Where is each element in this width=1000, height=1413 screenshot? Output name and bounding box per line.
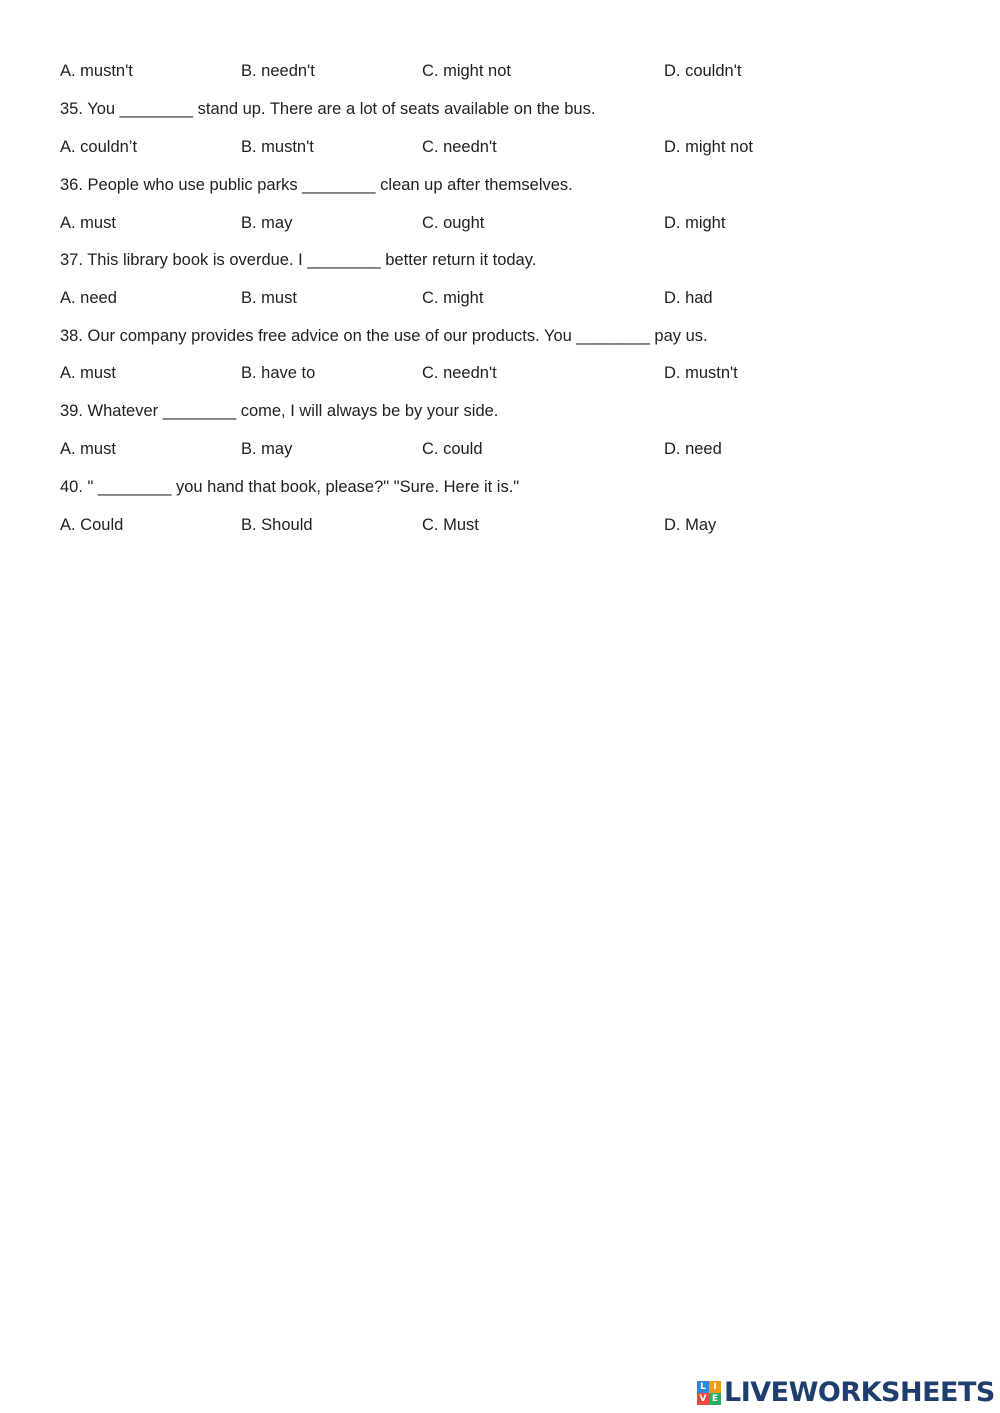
option-b[interactable]: B. may — [241, 440, 293, 458]
option-c[interactable]: C. Must — [422, 516, 479, 534]
option-b[interactable]: B. have to — [241, 364, 316, 382]
logo-mark-icon — [697, 1381, 721, 1405]
answer-options-row — [0, 213, 1000, 233]
option-c[interactable]: C. might not — [422, 62, 511, 80]
option-b[interactable]: B. needn't — [241, 62, 315, 80]
answer-options-row — [0, 61, 1000, 81]
option-a[interactable]: A. must — [60, 364, 116, 382]
question-38: 38. Our company provides free advice on the use of our products. You ________ pay us. — [60, 327, 708, 345]
option-d[interactable]: D. might — [664, 214, 726, 232]
option-d[interactable]: D. might not — [664, 138, 753, 156]
option-c[interactable]: C. needn't — [422, 138, 497, 156]
question-37: 37. This library book is overdue. I ________ better return it today. — [60, 251, 537, 269]
option-b[interactable]: B. must — [241, 289, 297, 307]
option-a[interactable]: A. must — [60, 214, 116, 232]
logo-mark-letter: V — [697, 1393, 709, 1405]
question-40: 40. " ________ you hand that book, please?" "Sure. Here it is." — [60, 478, 520, 496]
answer-options-row — [0, 515, 1000, 535]
question-39: 39. Whatever ________ come, I will always be by your side. — [60, 402, 499, 420]
option-a[interactable]: A. need — [60, 289, 117, 307]
option-c[interactable]: C. could — [422, 440, 483, 458]
option-c[interactable]: C. ought — [422, 214, 485, 232]
answer-options-row — [0, 137, 1000, 157]
option-a[interactable]: A. couldn’t — [60, 138, 138, 156]
logo-mark-letter: E — [709, 1393, 721, 1405]
option-d[interactable]: D. mustn't — [664, 364, 738, 382]
logo-mark-letter: I — [709, 1381, 721, 1393]
liveworksheets-logo — [697, 1378, 995, 1408]
option-d[interactable]: D. had — [664, 289, 713, 307]
answer-options-row — [0, 363, 1000, 383]
answer-options-row — [0, 288, 1000, 308]
logo-text: LIVEWORKSHEETS — [724, 1377, 995, 1408]
option-b[interactable]: B. may — [241, 214, 293, 232]
option-d[interactable]: D. need — [664, 440, 722, 458]
option-a[interactable]: A. must — [60, 440, 116, 458]
option-c[interactable]: C. might — [422, 289, 484, 307]
logo-mark-letter: L — [697, 1381, 709, 1393]
option-a[interactable]: A. mustn't — [60, 62, 133, 80]
question-36: 36. People who use public parks ________ clean up after themselves. — [60, 176, 573, 194]
option-b[interactable]: B. mustn't — [241, 138, 314, 156]
option-d[interactable]: D. couldn't — [664, 62, 742, 80]
question-35: 35. You ________ stand up. There are a lot of seats available on the bus. — [60, 100, 596, 118]
option-d[interactable]: D. May — [664, 516, 717, 534]
option-b[interactable]: B. Should — [241, 516, 313, 534]
answer-options-row — [0, 439, 1000, 459]
option-c[interactable]: C. needn't — [422, 364, 497, 382]
option-a[interactable]: A. Could — [60, 516, 124, 534]
